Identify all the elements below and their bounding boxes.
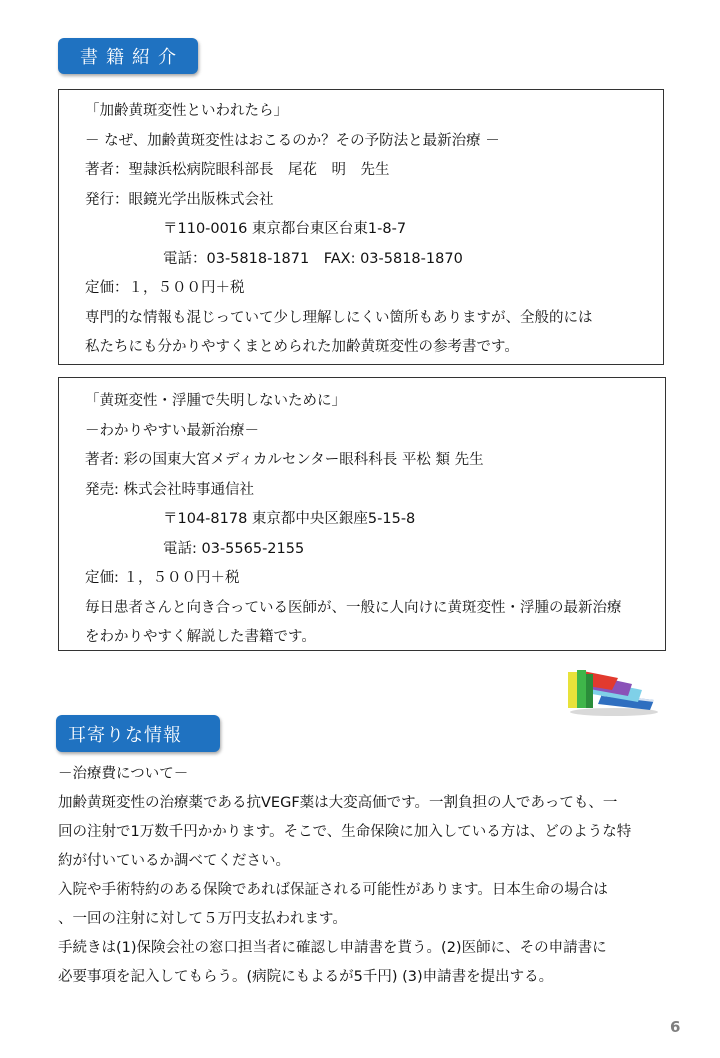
info-line: 約が付いているか調べてください。 bbox=[58, 853, 290, 869]
book-price: 定価：１，５００円＋税 bbox=[85, 280, 245, 296]
books-icon bbox=[562, 660, 662, 718]
book-standing-green bbox=[577, 670, 586, 708]
book-subtitle: － なぜ、加齢黄斑変性はおこるのか？その予防法と最新治療 － bbox=[85, 132, 500, 149]
info-line: 必要事項を記入してもらう。(病院にもよるが5千円) (3)申請書を提出する。 bbox=[58, 969, 554, 985]
book-card-2 bbox=[58, 377, 666, 651]
book-publisher: 発売: 株式会社時事通信社 bbox=[85, 481, 254, 498]
page-number: 6 bbox=[670, 1018, 681, 1036]
info-line: －治療費について－ bbox=[58, 766, 189, 782]
book-description-line: をわかりやすく解説した書籍です。 bbox=[85, 629, 316, 645]
book-address: 〒110-0016 東京都台東区台東1-8-7 bbox=[163, 221, 407, 237]
book-standing-yellow bbox=[568, 672, 577, 708]
book-description-line: 専門的な情報も混じっていて少し理解しにくい箇所もありますが、全般的には bbox=[85, 309, 593, 326]
book-phone: 電話: 03-5565-2155 bbox=[163, 540, 305, 557]
book-title: 「黄斑変性・浮腫で失明しないために」 bbox=[85, 393, 346, 409]
book-subtitle: －わかりやすい最新治療－ bbox=[85, 422, 259, 439]
section-header-useful-info: 耳寄りな情報 bbox=[56, 715, 220, 752]
info-line: 加齢黄斑変性の治療薬である抗VEGF薬は大変高価です。一割負担の人であっても、一 bbox=[58, 795, 618, 811]
info-text-block bbox=[58, 760, 668, 992]
book-author: 著者：聖隷浜松病院眼科部長 尾花 明 先生 bbox=[85, 162, 390, 178]
info-line: 回の注射で1万数千円かかります。そこで、生命保険に加入している方は、どのような特 bbox=[58, 824, 632, 840]
book-phone: 電話：03-5818-1871 FAX: 03-5818-1870 bbox=[163, 250, 463, 267]
book-card-1 bbox=[58, 89, 664, 365]
book-address: 〒104-8178 東京都中央区銀座5-15-8 bbox=[163, 511, 416, 527]
info-line: 、一回の注射に対して５万円支払われます。 bbox=[58, 911, 347, 927]
info-line: 手続きは(1)保険会社の窓口担当者に確認し申請書を貰う。(2)医師に、その申請書に bbox=[58, 940, 607, 956]
book-description-line: 毎日患者さんと向き合っている医師が、一般に人向けに黄斑変性・浮腫の最新治療 bbox=[85, 599, 622, 616]
book-title: 「加齢黄斑変性といわれたら」 bbox=[85, 103, 288, 119]
book-standing-darkgreen bbox=[586, 674, 593, 708]
book-publisher: 発行：眼鏡光学出版株式会社 bbox=[85, 191, 274, 208]
book-price: 定価: １，５００円＋税 bbox=[85, 570, 240, 586]
section-header-book-introduction: 書籍紹介 bbox=[58, 38, 198, 74]
book-description-line: 私たちにも分かりやすくまとめられた加齢黄斑変性の参考書です。 bbox=[85, 339, 519, 355]
book-author: 著者: 彩の国東大宮メディカルセンター眼科科長 平松 類 先生 bbox=[85, 452, 484, 468]
info-line: 入院や手術特約のある保険であれば保証される可能性があります。日本生命の場合は bbox=[58, 882, 608, 898]
